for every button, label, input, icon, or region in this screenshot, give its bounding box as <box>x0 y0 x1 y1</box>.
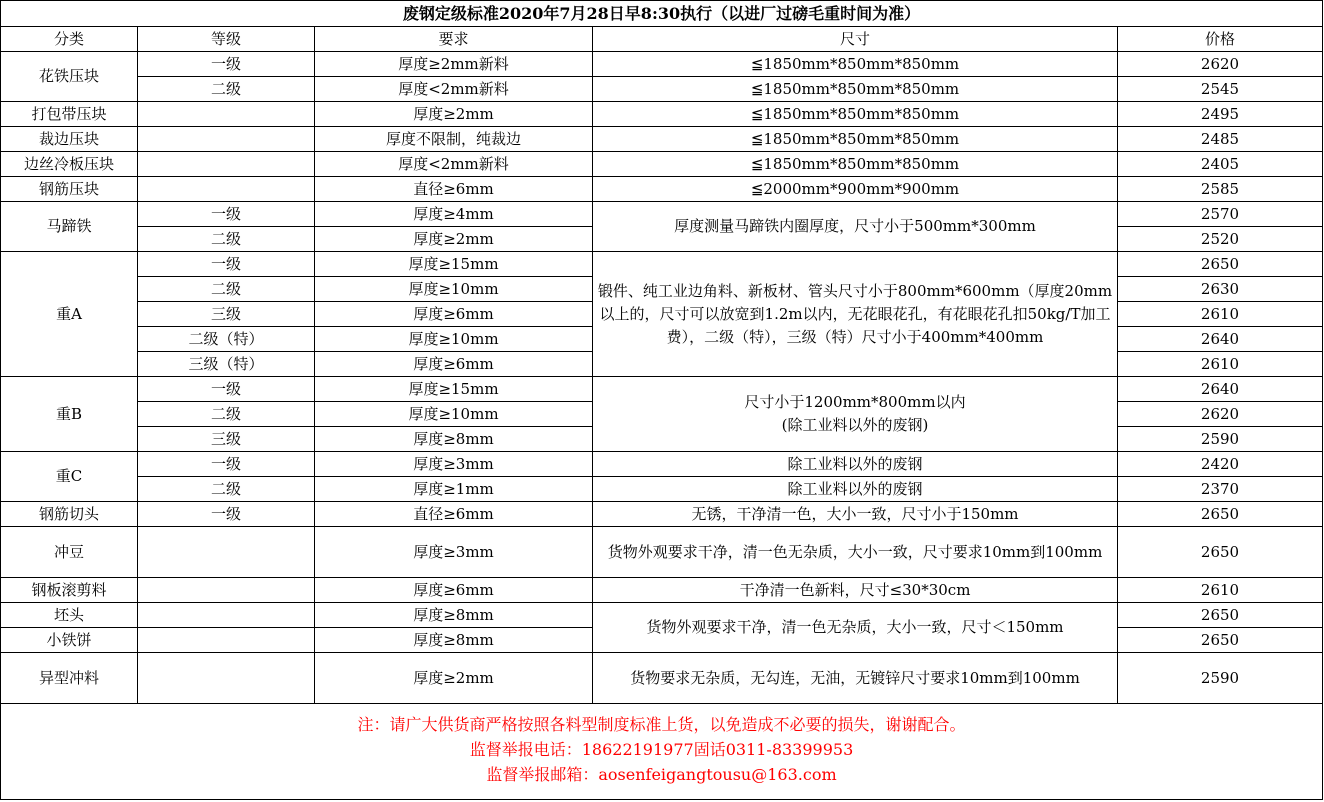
requirement-cell: 直径≥6mm <box>315 502 593 527</box>
size-cell: 干净清一色新料，尺寸≤30*30cm <box>593 578 1118 603</box>
grade-cell: 一级 <box>138 52 315 77</box>
requirement-cell: 厚度≥2mm <box>315 653 593 704</box>
grade-cell: 二级 <box>138 402 315 427</box>
size-cell: 厚度测量马蹄铁内圈厚度，尺寸小于500mm*300mm <box>593 202 1118 252</box>
header-price: 价格 <box>1118 27 1323 52</box>
category-cell: 小铁饼 <box>1 628 138 653</box>
requirement-cell: 厚度≥15mm <box>315 377 593 402</box>
category-cell: 钢筋切头 <box>1 502 138 527</box>
price-cell: 2545 <box>1118 77 1323 102</box>
category-cell: 坯头 <box>1 603 138 628</box>
grade-cell: 一级 <box>138 202 315 227</box>
price-cell: 2590 <box>1118 653 1323 704</box>
price-cell: 2610 <box>1118 578 1323 603</box>
grade-cell: 三级 <box>138 302 315 327</box>
requirement-cell: 厚度≥6mm <box>315 352 593 377</box>
size-cell <box>593 377 1118 452</box>
category-cell: 裁边压块 <box>1 127 138 152</box>
requirement-cell: 厚度≥3mm <box>315 452 593 477</box>
table-row <box>1 477 1323 502</box>
price-cell: 2650 <box>1118 502 1323 527</box>
header-requirement: 要求 <box>315 27 593 52</box>
table-row <box>1 52 1323 77</box>
grade-cell: 一级 <box>138 452 315 477</box>
category-cell: 花铁压块 <box>1 52 138 102</box>
grade-cell <box>138 628 315 653</box>
table-row <box>1 202 1323 227</box>
grade-cell: 一级 <box>138 502 315 527</box>
header-size: 尺寸 <box>593 27 1118 52</box>
grade-cell <box>138 102 315 127</box>
table-row <box>1 77 1323 102</box>
table-row <box>1 252 1323 277</box>
size-line: 尺寸小于1200mm*800mm以内 <box>744 393 966 412</box>
table-row <box>1 653 1323 704</box>
price-cell: 2405 <box>1118 152 1323 177</box>
category-cell: 重A <box>1 252 138 377</box>
price-cell: 2610 <box>1118 302 1323 327</box>
requirement-cell: 厚度≥2mm新料 <box>315 52 593 77</box>
price-cell: 2570 <box>1118 202 1323 227</box>
price-cell: 2610 <box>1118 352 1323 377</box>
size-cell: ≦1850mm*850mm*850mm <box>593 152 1118 177</box>
title-row <box>1 1 1323 27</box>
category-cell: 边丝冷板压块 <box>1 152 138 177</box>
grade-cell <box>138 152 315 177</box>
grade-cell: 一级 <box>138 252 315 277</box>
category-cell: 打包带压块 <box>1 102 138 127</box>
requirement-cell: 厚度≥10mm <box>315 327 593 352</box>
size-cell: ≦1850mm*850mm*850mm <box>593 127 1118 152</box>
category-cell: 冲豆 <box>1 527 138 578</box>
category-cell: 重C <box>1 452 138 502</box>
header-grade: 等级 <box>138 27 315 52</box>
price-cell: 2590 <box>1118 427 1323 452</box>
requirement-cell: 厚度≥6mm <box>315 302 593 327</box>
table-row <box>1 127 1323 152</box>
size-line: (除工业料以外的废钢) <box>781 416 929 435</box>
price-cell: 2585 <box>1118 177 1323 202</box>
grade-cell: 三级 <box>138 427 315 452</box>
price-cell: 2650 <box>1118 628 1323 653</box>
price-cell: 2620 <box>1118 402 1323 427</box>
table-row <box>1 578 1323 603</box>
price-cell: 2640 <box>1118 377 1323 402</box>
table-row <box>1 152 1323 177</box>
grade-cell <box>138 603 315 628</box>
table-row <box>1 452 1323 477</box>
table-row <box>1 603 1323 628</box>
grade-cell: 二级（特） <box>138 327 315 352</box>
requirement-cell: 厚度≥8mm <box>315 603 593 628</box>
grade-cell <box>138 127 315 152</box>
category-cell: 钢筋压块 <box>1 177 138 202</box>
price-cell: 2640 <box>1118 327 1323 352</box>
size-cell: 除工业料以外的废钢 <box>593 477 1118 502</box>
requirement-cell: 厚度≥10mm <box>315 277 593 302</box>
requirement-cell: 厚度≥8mm <box>315 427 593 452</box>
price-cell: 2650 <box>1118 252 1323 277</box>
size-cell: ≦1850mm*850mm*850mm <box>593 102 1118 127</box>
grade-cell: 三级（特） <box>138 352 315 377</box>
grade-cell: 二级 <box>138 477 315 502</box>
grade-cell <box>138 578 315 603</box>
category-cell: 马蹄铁 <box>1 202 138 252</box>
size-cell: ≦2000mm*900mm*900mm <box>593 177 1118 202</box>
requirement-cell: 厚度≥1mm <box>315 477 593 502</box>
price-cell: 2495 <box>1118 102 1323 127</box>
requirement-cell: 厚度≥10mm <box>315 402 593 427</box>
size-cell: 锻件、纯工业边角料、新板材、管头尺寸小于800mm*600mm（厚度20mm以上的，尺寸可以放宽到1.2m以内，无花眼花孔，有花眼花孔扣50kg/T加工费），二级（特），三级（特）尺寸小于400mm*400mm <box>593 252 1118 377</box>
category-cell: 钢板滚剪料 <box>1 578 138 603</box>
price-cell: 2620 <box>1118 52 1323 77</box>
requirement-cell: 直径≥6mm <box>315 177 593 202</box>
size-cell: 货物外观要求干净，清一色无杂质，大小一致，尺寸＜150mm <box>593 603 1118 653</box>
requirement-cell: 厚度≥2mm <box>315 227 593 252</box>
report-email: 监督举报邮箱：aosenfeigangtousu@163.com <box>486 765 837 785</box>
grade-cell: 二级 <box>138 277 315 302</box>
grade-cell: 二级 <box>138 227 315 252</box>
price-cell: 2485 <box>1118 127 1323 152</box>
table-row <box>1 377 1323 402</box>
table-title: 废钢定级标准2020年7月28日早8:30执行（以进厂过磅毛重时间为准） <box>1 1 1323 27</box>
size-cell: 货物外观要求干净，清一色无杂质，大小一致，尺寸要求10mm到100mm <box>593 527 1118 578</box>
grade-cell: 二级 <box>138 77 315 102</box>
requirement-cell: 厚度≥2mm <box>315 102 593 127</box>
header-category: 分类 <box>1 27 138 52</box>
size-cell: 货物要求无杂质，无勾连，无油，无镀锌尺寸要求10mm到100mm <box>593 653 1118 704</box>
requirement-cell: 厚度<2mm新料 <box>315 152 593 177</box>
requirement-cell: 厚度<2mm新料 <box>315 77 593 102</box>
size-cell: ≦1850mm*850mm*850mm <box>593 52 1118 77</box>
category-cell: 异型冲料 <box>1 653 138 704</box>
price-cell: 2420 <box>1118 452 1323 477</box>
size-cell: ≦1850mm*850mm*850mm <box>593 77 1118 102</box>
size-cell: 除工业料以外的废钢 <box>593 452 1118 477</box>
report-phone: 监督举报电话：18622191977固话0311-83399953 <box>469 740 854 760</box>
table-row <box>1 527 1323 578</box>
requirement-cell: 厚度≥15mm <box>315 252 593 277</box>
header-row <box>1 27 1323 52</box>
price-cell: 2370 <box>1118 477 1323 502</box>
price-cell: 2520 <box>1118 227 1323 252</box>
supplier-notice: 注：请广大供货商严格按照各料型制度标准上货，以免造成不必要的损失，谢谢配合。 <box>357 715 966 735</box>
grade-cell <box>138 653 315 704</box>
notes-cell <box>1 704 1323 800</box>
price-cell: 2630 <box>1118 277 1323 302</box>
grade-cell <box>138 177 315 202</box>
price-cell: 2650 <box>1118 603 1323 628</box>
price-cell: 2650 <box>1118 527 1323 578</box>
requirement-cell: 厚度≥3mm <box>315 527 593 578</box>
requirement-cell: 厚度≥6mm <box>315 578 593 603</box>
requirement-cell: 厚度不限制，纯裁边 <box>315 127 593 152</box>
notes-row <box>1 704 1323 800</box>
grade-cell <box>138 527 315 578</box>
requirement-cell: 厚度≥8mm <box>315 628 593 653</box>
size-cell: 无锈，干净清一色，大小一致，尺寸小于150mm <box>593 502 1118 527</box>
category-cell: 重B <box>1 377 138 452</box>
table-row <box>1 177 1323 202</box>
table-row <box>1 102 1323 127</box>
grade-cell: 一级 <box>138 377 315 402</box>
table-row <box>1 502 1323 527</box>
requirement-cell: 厚度≥4mm <box>315 202 593 227</box>
